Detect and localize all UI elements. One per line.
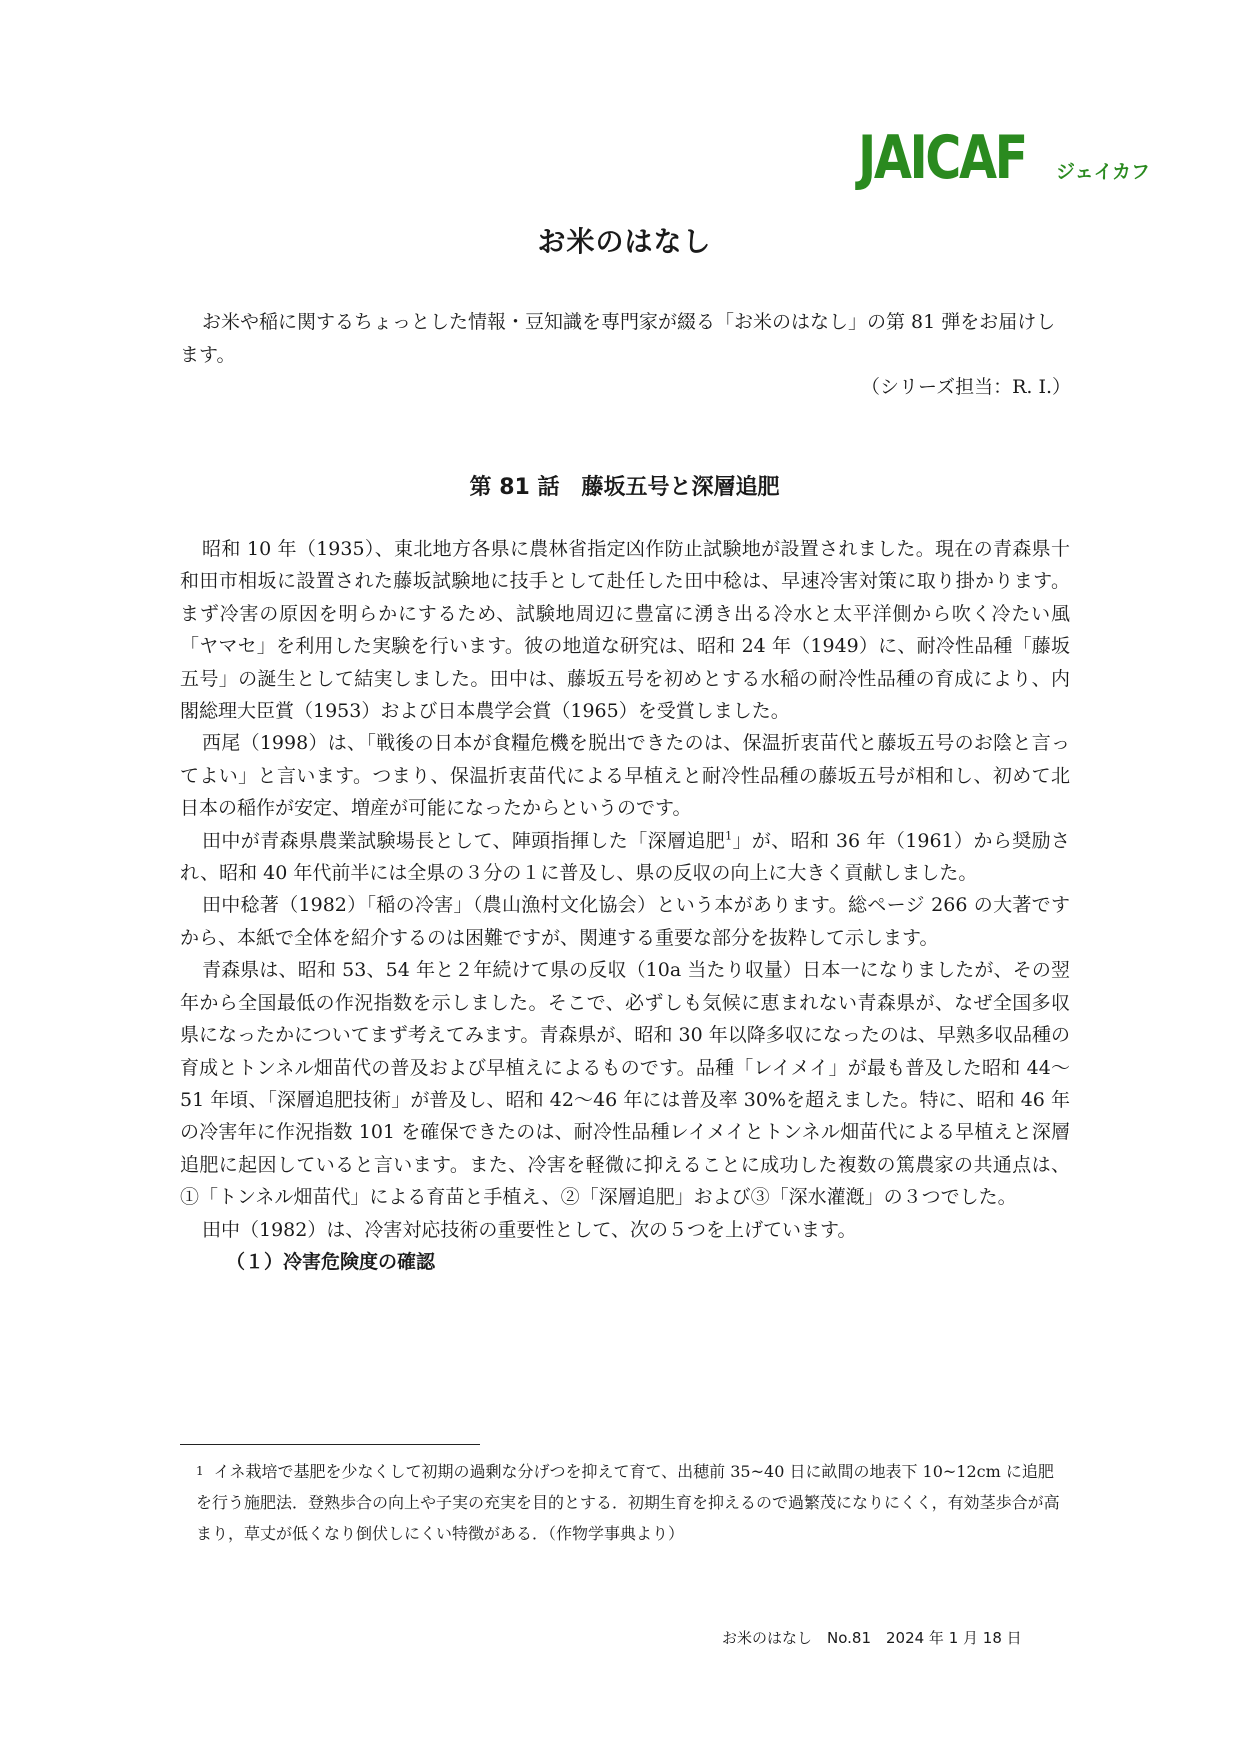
series-credit: （シリーズ担当：R. I.） — [861, 376, 1071, 398]
logo-wordmark: JAICAF — [858, 123, 1026, 193]
episode-title: 第 81 話 藤坂五号と深層追肥 — [469, 475, 780, 500]
footnote-text: イネ栽培で基肥を少なくして初期の過剰な分げつを抑えて育て、出穂前 35~40 日に畝間の地表下 10~12cm に追肥を行う施肥法．登熟歩合の向上や子実の充実を目的とする．初期生育を抑えるので過繁茂になりにくく，有効茎歩合が高まり，草丈が低くなり倒伏しにくい特徴がある．（作物学事典より） — [196, 1462, 1060, 1543]
article-body — [180, 533, 1070, 1278]
paragraph: 昭和 10 年（1935）、東北地方各県に農林省指定凶作防止試験地が設置されました。現在の青森県十和田市相坂に設置された藤坂試験地に技手として赴任した田中稔は、早速冷害対策に取り掛かります。まず冷害の原因を明らかにするため、試験地周辺に豊富に湧き出る冷水と太平洋側から吹く冷たい風「ヤマセ」を利用した実験を行います。彼の地道な研究は、昭和 24 年（1949）に、耐冷性品種「藤坂五号」の誕生として結実しました。田中は、藤坂五号を初めとする水稲の耐冷性品種の育成により、内閣総理大臣賞（1953）および日本農学会賞（1965）を受賞しました。 — [180, 538, 1070, 723]
jaicaf-logo — [858, 123, 1151, 193]
page-title: お米のはなし — [537, 225, 712, 258]
paragraph: 田中（1982）は、冷害対応技術の重要性として、次の５つを上げています。 — [202, 1218, 857, 1241]
footnote-mark: 1 — [196, 1464, 204, 1478]
subheading: （１）冷害危険度の確認 — [226, 1250, 436, 1273]
paragraph: 西尾（1998）は、「戦後の日本が食糧危機を脱出できたのは、保温折衷苗代と藤坂五号のお陰と言ってよい」と言います。つまり、保温折衷苗代による早植えと耐冷性品種の藤坂五号が相和し、初めて北日本の稲作が安定、増産が可能になったからというのです。 — [180, 732, 1070, 820]
footnote — [196, 1456, 1068, 1549]
paragraph — [180, 825, 1070, 890]
paragraph-text: 田中が青森県農業試験場長として、陣頭指揮した「深層追肥 — [202, 829, 726, 852]
footnote-divider — [180, 1444, 480, 1445]
paragraph: 田中稔著（1982）「稲の冷害」（農山漁村文化協会）という本があります。総ページ 266 の大著ですから、本紙で全体を紹介するのは困難ですが、関連する重要な部分を抜粋して示します。 — [180, 894, 1070, 949]
paragraph-text: 」が、昭和 36 年（1961）から奨励され、昭和 40 年代前半には全県の３分の１に普及し、県の反収の向上に大きく貢献しました。 — [180, 829, 1070, 885]
footnote-ref: 1 — [725, 829, 733, 843]
page-footer: お米のはなし No.81 2024 年 1 月 18 日 — [722, 1629, 1022, 1647]
paragraph: 青森県は、昭和 53、54 年と２年続けて県の反収（10a 当たり収量）日本一になりましたが、その翌年から全国最低の作況指数を示しました。そこで、必ずしも気候に恵まれない青森県が、なぜ全国多収県になったかについてまず考えてみます。青森県が、昭和 30 年以降多収になったのは、早熟多収品種の育成とトンネル畑苗代の普及および早植えによるものです。品種「レイメイ」が最も普及した昭和 44～51 年頃、「深層追肥技術」が普及し、昭和 42～46 年には普及率 30%を超えました。特に、昭和 46 年の冷害年に作況指数 101 を確保できたのは、耐冷性品種レイメイとトンネル畑苗代による早植えと深層追肥に起因していると言います。また、冷害を軽微に抑えることに成功した複数の篤農家の共通点は、①「トンネル畑苗代」による育苗と手植え、②「深層追肥」および③「深水灌漑」の３つでした。 — [180, 959, 1070, 1209]
logo-kana: ジェイカフ — [1056, 161, 1151, 183]
intro-text: お米や稲に関するちょっとした情報・豆知識を専門家が綴る「お米のはなし」の第 81 弾をお届けします。 — [180, 311, 1056, 366]
